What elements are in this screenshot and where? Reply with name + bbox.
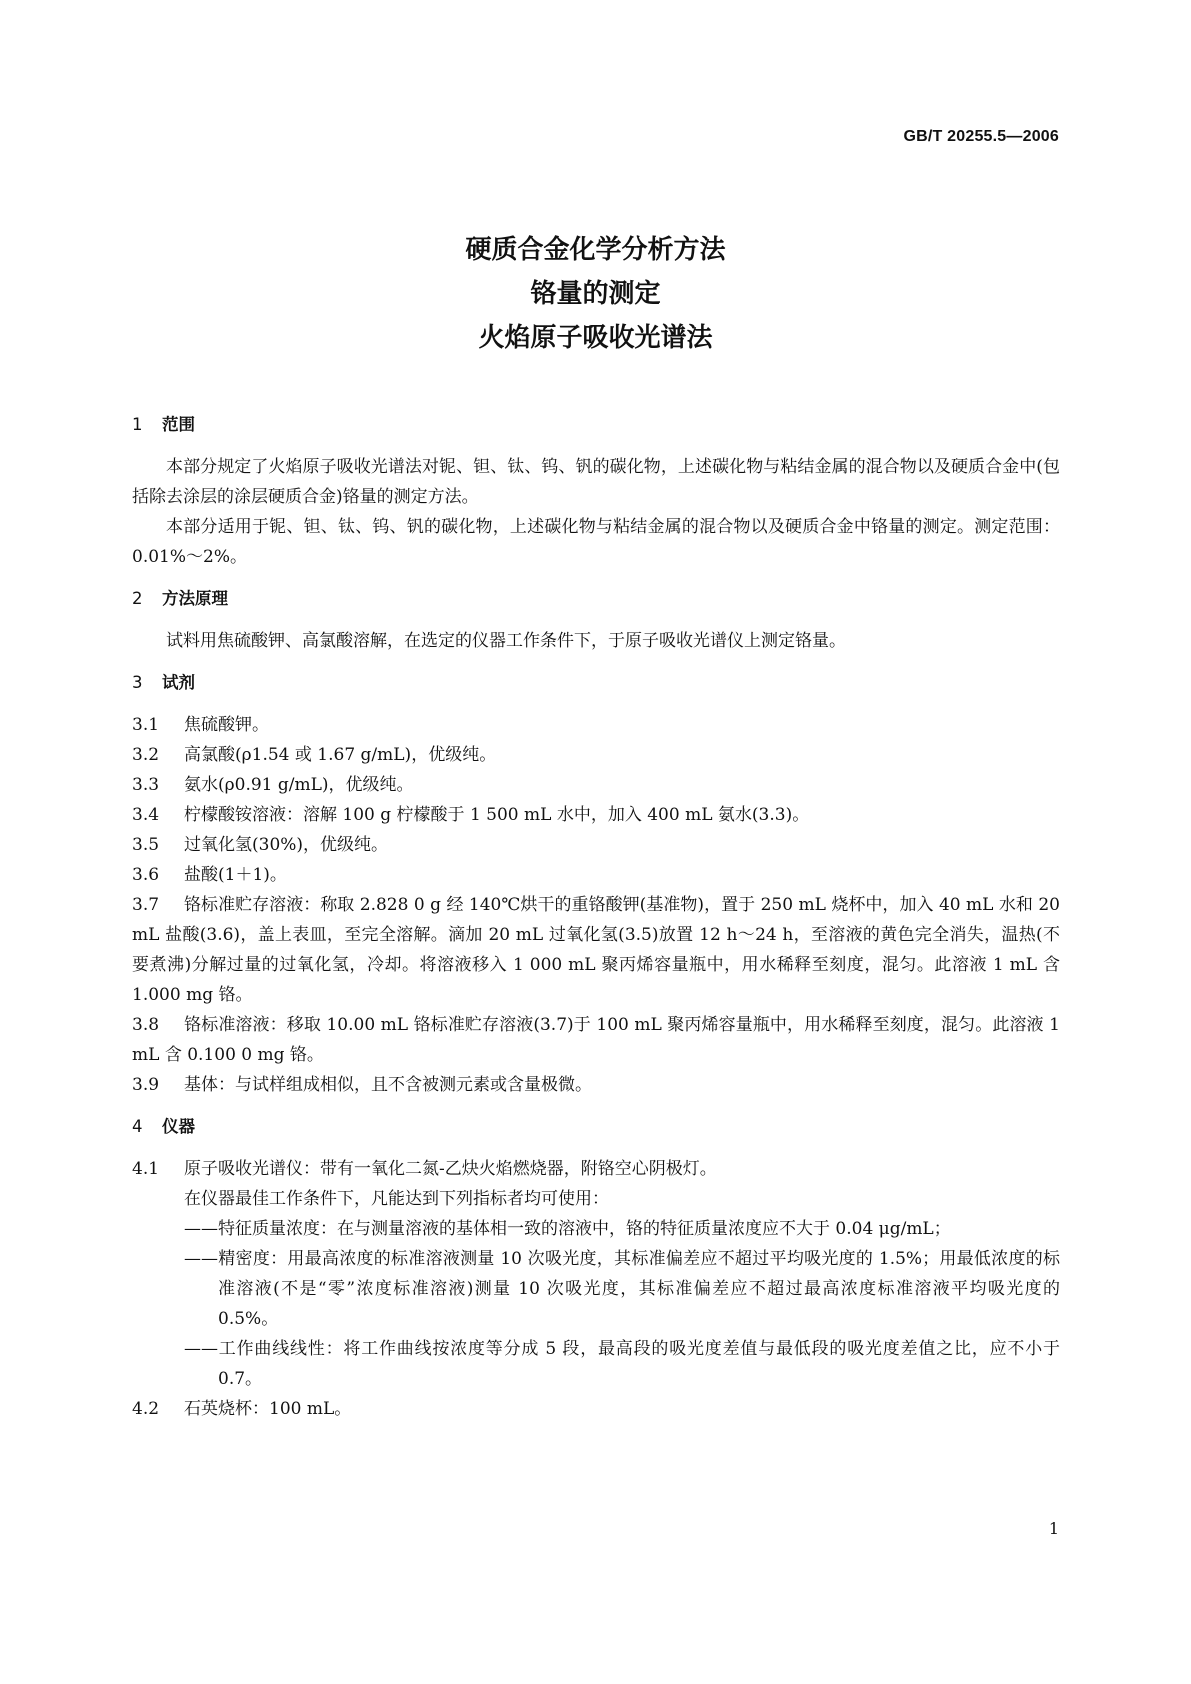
section-heading-apparatus — [132, 1112, 1060, 1142]
section-number: 1 — [132, 415, 143, 434]
dash-text: 精密度：用最高浓度的标准溶液测量 10 次吸光度，其标准偏差应不超过平均吸光度的 1.5%；用最低浓度的标准溶液(不是“零”浓度标准溶液)测量 10 次吸光度，其标准偏差应不超过最高浓度标准溶液平均吸光度的 0.5%。 — [218, 1249, 1060, 1329]
item-number: 3.7 — [132, 895, 160, 915]
list-item — [132, 770, 1060, 800]
section-title: 方法原理 — [162, 589, 228, 608]
document-code: GB/T 20255.5—2006 — [903, 128, 1059, 145]
item-text: 铬标准溶液：移取 10.00 mL 铬标准贮存溶液(3.7)于 100 mL 聚丙烯容量瓶中，用水稀释至刻度，混匀。此溶液 1 mL 含 0.100 0 mg 铬。 — [132, 1015, 1060, 1065]
section-title: 仪器 — [162, 1117, 195, 1136]
item-number: 3.8 — [132, 1015, 160, 1035]
list-item — [132, 860, 1060, 890]
item-text: 基体：与试样组成相似，且不含被测元素或含量极微。 — [184, 1075, 592, 1095]
item-text: 氨水(ρ0.91 g/mL)，优级纯。 — [184, 775, 414, 795]
item-text: 石英烧杯：100 mL。 — [184, 1399, 352, 1419]
paragraph: 本部分规定了火焰原子吸收光谱法对铌、钽、钛、钨、钒的碳化物，上述碳化物与粘结金属的混合物以及硬质合金中(包括除去涂层的涂层硬质合金)铬量的测定方法。 — [132, 457, 1060, 507]
item-number: 3.4 — [132, 805, 160, 825]
item-number: 3.1 — [132, 715, 160, 735]
page-number: 1 — [1048, 1519, 1059, 1538]
list-item — [132, 800, 1060, 830]
document-body — [132, 410, 1060, 1424]
item-number: 3.2 — [132, 745, 160, 765]
section-title: 试剂 — [162, 673, 195, 692]
list-item — [132, 710, 1060, 740]
item-number: 3.3 — [132, 775, 160, 795]
document-title — [0, 228, 1191, 360]
item-number: 3.5 — [132, 835, 160, 855]
list-item — [132, 1070, 1060, 1100]
dash-item — [132, 1244, 1060, 1334]
item-text: 盐酸(1＋1)。 — [184, 865, 287, 885]
title-line-2: 铬量的测定 — [530, 279, 661, 309]
paragraph: 本部分适用于铌、钽、钛、钨、钒的碳化物，上述碳化物与粘结金属的混合物以及硬质合金中铬量的测定。测定范围：0.01%～2%。 — [132, 517, 1060, 567]
list-item — [132, 1010, 1060, 1070]
list-item — [132, 740, 1060, 770]
paragraph: 在仪器最佳工作条件下，凡能达到下列指标者均可使用： — [184, 1189, 609, 1209]
list-item — [132, 890, 1060, 1010]
item-number: 3.9 — [132, 1075, 160, 1095]
title-line-1: 硬质合金化学分析方法 — [465, 235, 726, 265]
title-line-3: 火焰原子吸收光谱法 — [478, 323, 713, 353]
item-number: 4.2 — [132, 1399, 160, 1419]
section-heading-principle — [132, 584, 1060, 614]
item-text: 高氯酸(ρ1.54 或 1.67 g/mL)，优级纯。 — [184, 745, 497, 765]
item-text: 原子吸收光谱仪：带有一氧化二氮-乙炔火焰燃烧器，附铬空心阴极灯。 — [184, 1159, 717, 1179]
item-text: 铬标准贮存溶液：称取 2.828 0 g 经 140℃烘干的重铬酸钾(基准物)，置于 250 mL 烧杯中，加入 40 mL 水和 20 mL 盐酸(3.6)，盖上表皿，至完全溶解。滴加 20 mL 过氧化氢(3.5)放置 12 h～24 h，至溶液的黄色完全消失，温热(不要煮沸)分解过量的过氧化氢，冷却。将溶液移入 1 000 mL 聚丙烯容量瓶中，用水稀释至刻度，混匀。此溶液 1 mL 含 1.000 mg 铬。 — [132, 895, 1060, 1005]
dash-mark: —— — [184, 1339, 218, 1359]
item-text: 焦硫酸钾。 — [184, 715, 269, 735]
section-number: 2 — [132, 589, 143, 608]
section-title: 范围 — [162, 415, 195, 434]
dash-text: 工作曲线线性：将工作曲线按浓度等分成 5 段，最高段的吸光度差值与最低段的吸光度差值之比，应不小于 0.7。 — [218, 1339, 1060, 1389]
section-number: 4 — [132, 1117, 143, 1136]
item-number: 3.6 — [132, 865, 160, 885]
item-text: 过氧化氢(30%)，优级纯。 — [184, 835, 389, 855]
paragraph: 试料用焦硫酸钾、高氯酸溶解，在选定的仪器工作条件下，于原子吸收光谱仪上测定铬量。 — [166, 631, 846, 651]
item-number: 4.1 — [132, 1159, 160, 1179]
section-heading-reagents — [132, 668, 1060, 698]
section-number: 3 — [132, 673, 143, 692]
dash-text: 特征质量浓度：在与测量溶液的基体相一致的溶液中，铬的特征质量浓度应不大于 0.04 μg/mL； — [218, 1219, 951, 1239]
list-item — [132, 830, 1060, 860]
list-item — [132, 1154, 1060, 1184]
dash-item — [132, 1334, 1060, 1394]
dash-mark: —— — [184, 1249, 218, 1269]
item-text: 柠檬酸铵溶液：溶解 100 g 柠檬酸于 1 500 mL 水中，加入 400 mL 氨水(3.3)。 — [184, 805, 810, 825]
dash-mark: —— — [184, 1219, 218, 1239]
section-heading-scope — [132, 410, 1060, 440]
list-item — [132, 1394, 1060, 1424]
dash-item — [132, 1214, 1060, 1244]
